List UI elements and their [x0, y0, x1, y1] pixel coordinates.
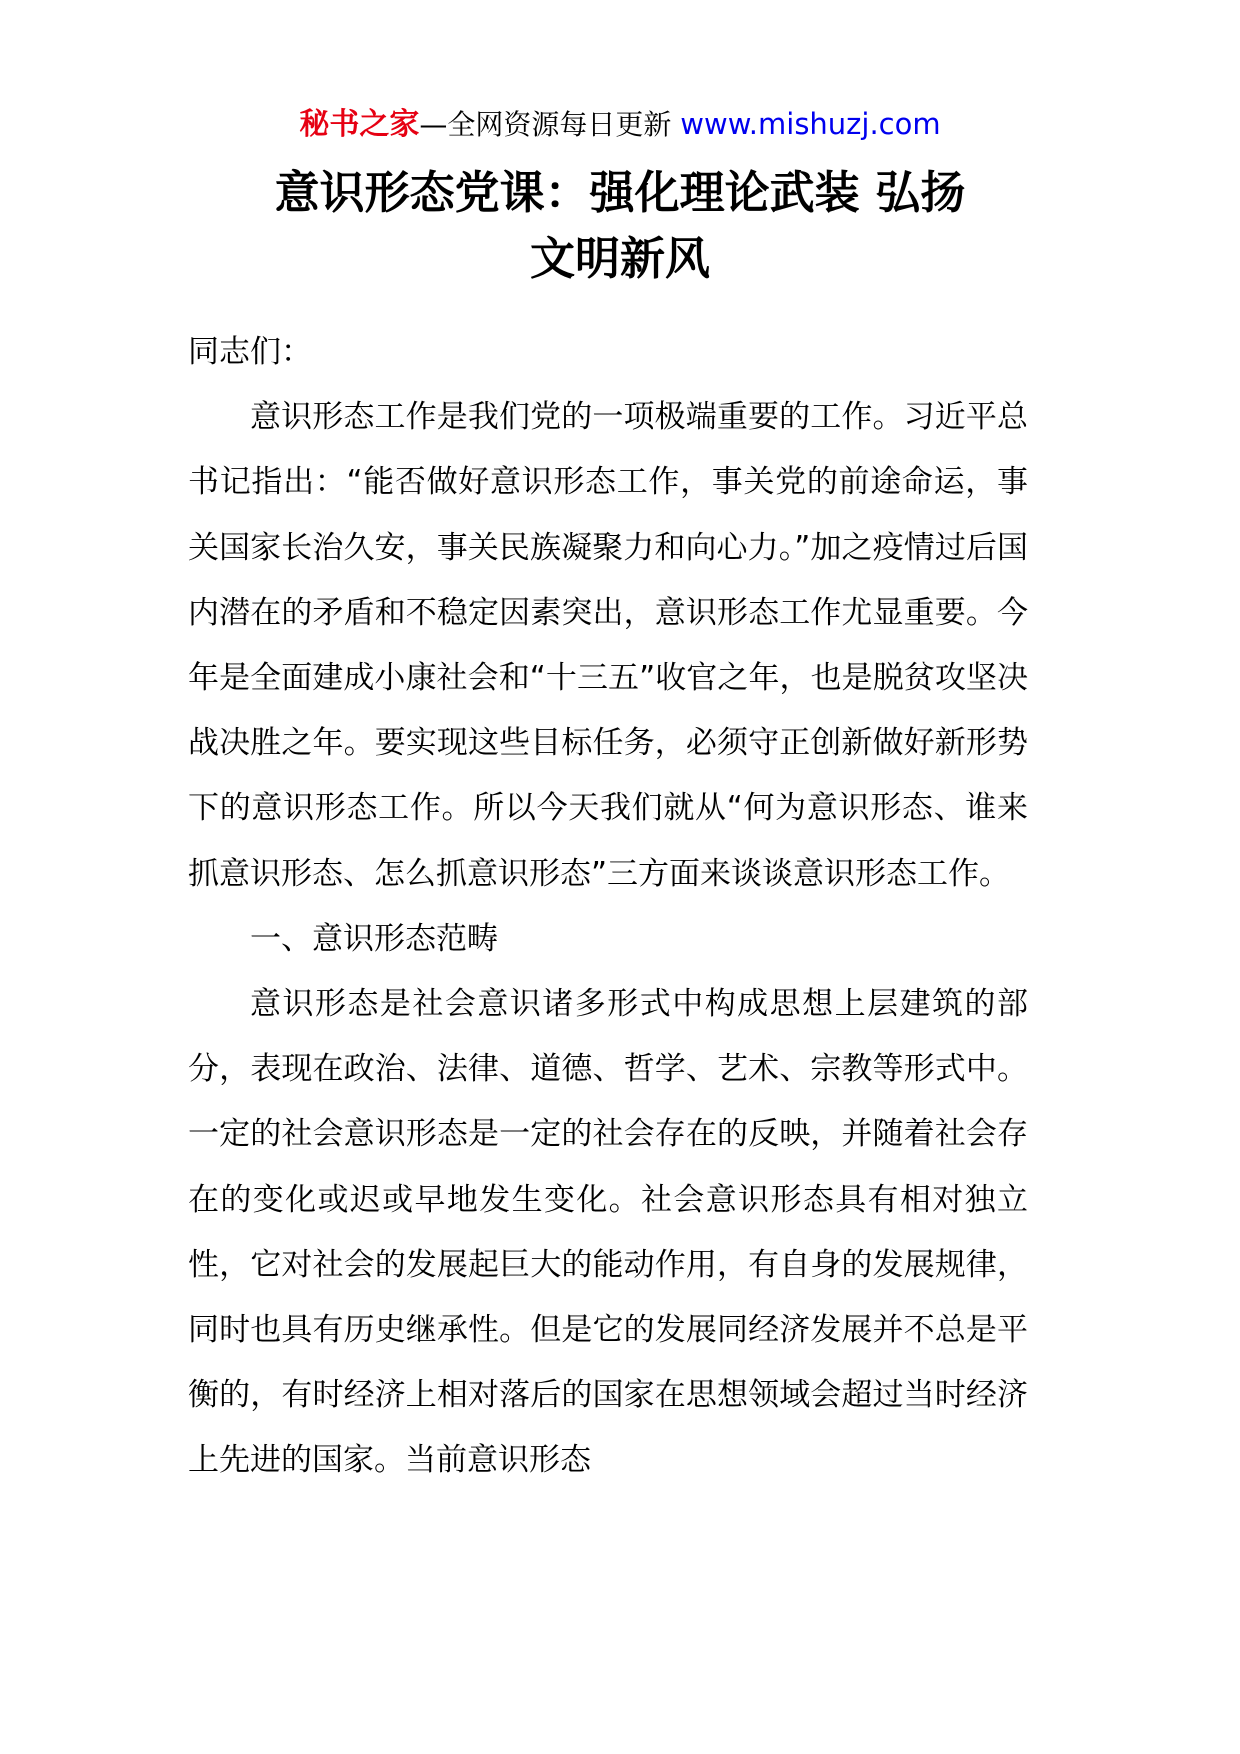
title-line-1: 意识形态党课：强化理论武装 弘扬 — [274, 166, 966, 219]
paragraph-intro: 意识形态工作是我们党的一项极端重要的工作。习近平总书记指出：“能否做好意识形态工作，事关党的前途命运，事关国家长治久安，事关民族凝聚力和向心力。”加之疫情过后国内潜在的矛盾和不稳定因素突出，意识形态工作尤显重要。今年是全面建成小康社会和“十三五”收官之年，也是脱贫攻坚决战决胜之年。要实现这些目标任务，必须守正创新做好新形势下的意识形态工作。所以今天我们就从“何为意识形态、谁来抓意识形态、怎么抓意识形态”三方面来谈谈意识形态工作。 — [188, 399, 1028, 892]
document-body — [188, 320, 1028, 1494]
site-header — [0, 104, 1240, 145]
brand-name: 秘书之家 — [299, 107, 420, 142]
paragraph-ideology-scope: 意识形态是社会意识诸多形式中构成思想上层建筑的部分，表现在政治、法律、道德、哲学、艺术、宗教等形式中。一定的社会意识形态是一定的社会存在的反映，并随着社会存在的变化或迟或早地发生变化。社会意识形态具有相对独立性，它对社会的发展起巨大的能动作用，有自身的发展规律，同时也具有历史继承性。但是它的发展同经济发展并不总是平衡的，有时经济上相对落后的国家在思想领域会超过当时经济上先进的国家。当前意识形态 — [188, 986, 1028, 1479]
document-title — [0, 160, 1240, 292]
title-line-2: 文明新风 — [529, 232, 710, 285]
site-url-link[interactable]: www.mishuzj.com — [680, 107, 941, 141]
section-heading-1: 一、意识形态范畴 — [250, 920, 498, 957]
salutation: 同志们： — [188, 334, 312, 370]
site-tagline: —全网资源每日更新 — [419, 108, 672, 141]
